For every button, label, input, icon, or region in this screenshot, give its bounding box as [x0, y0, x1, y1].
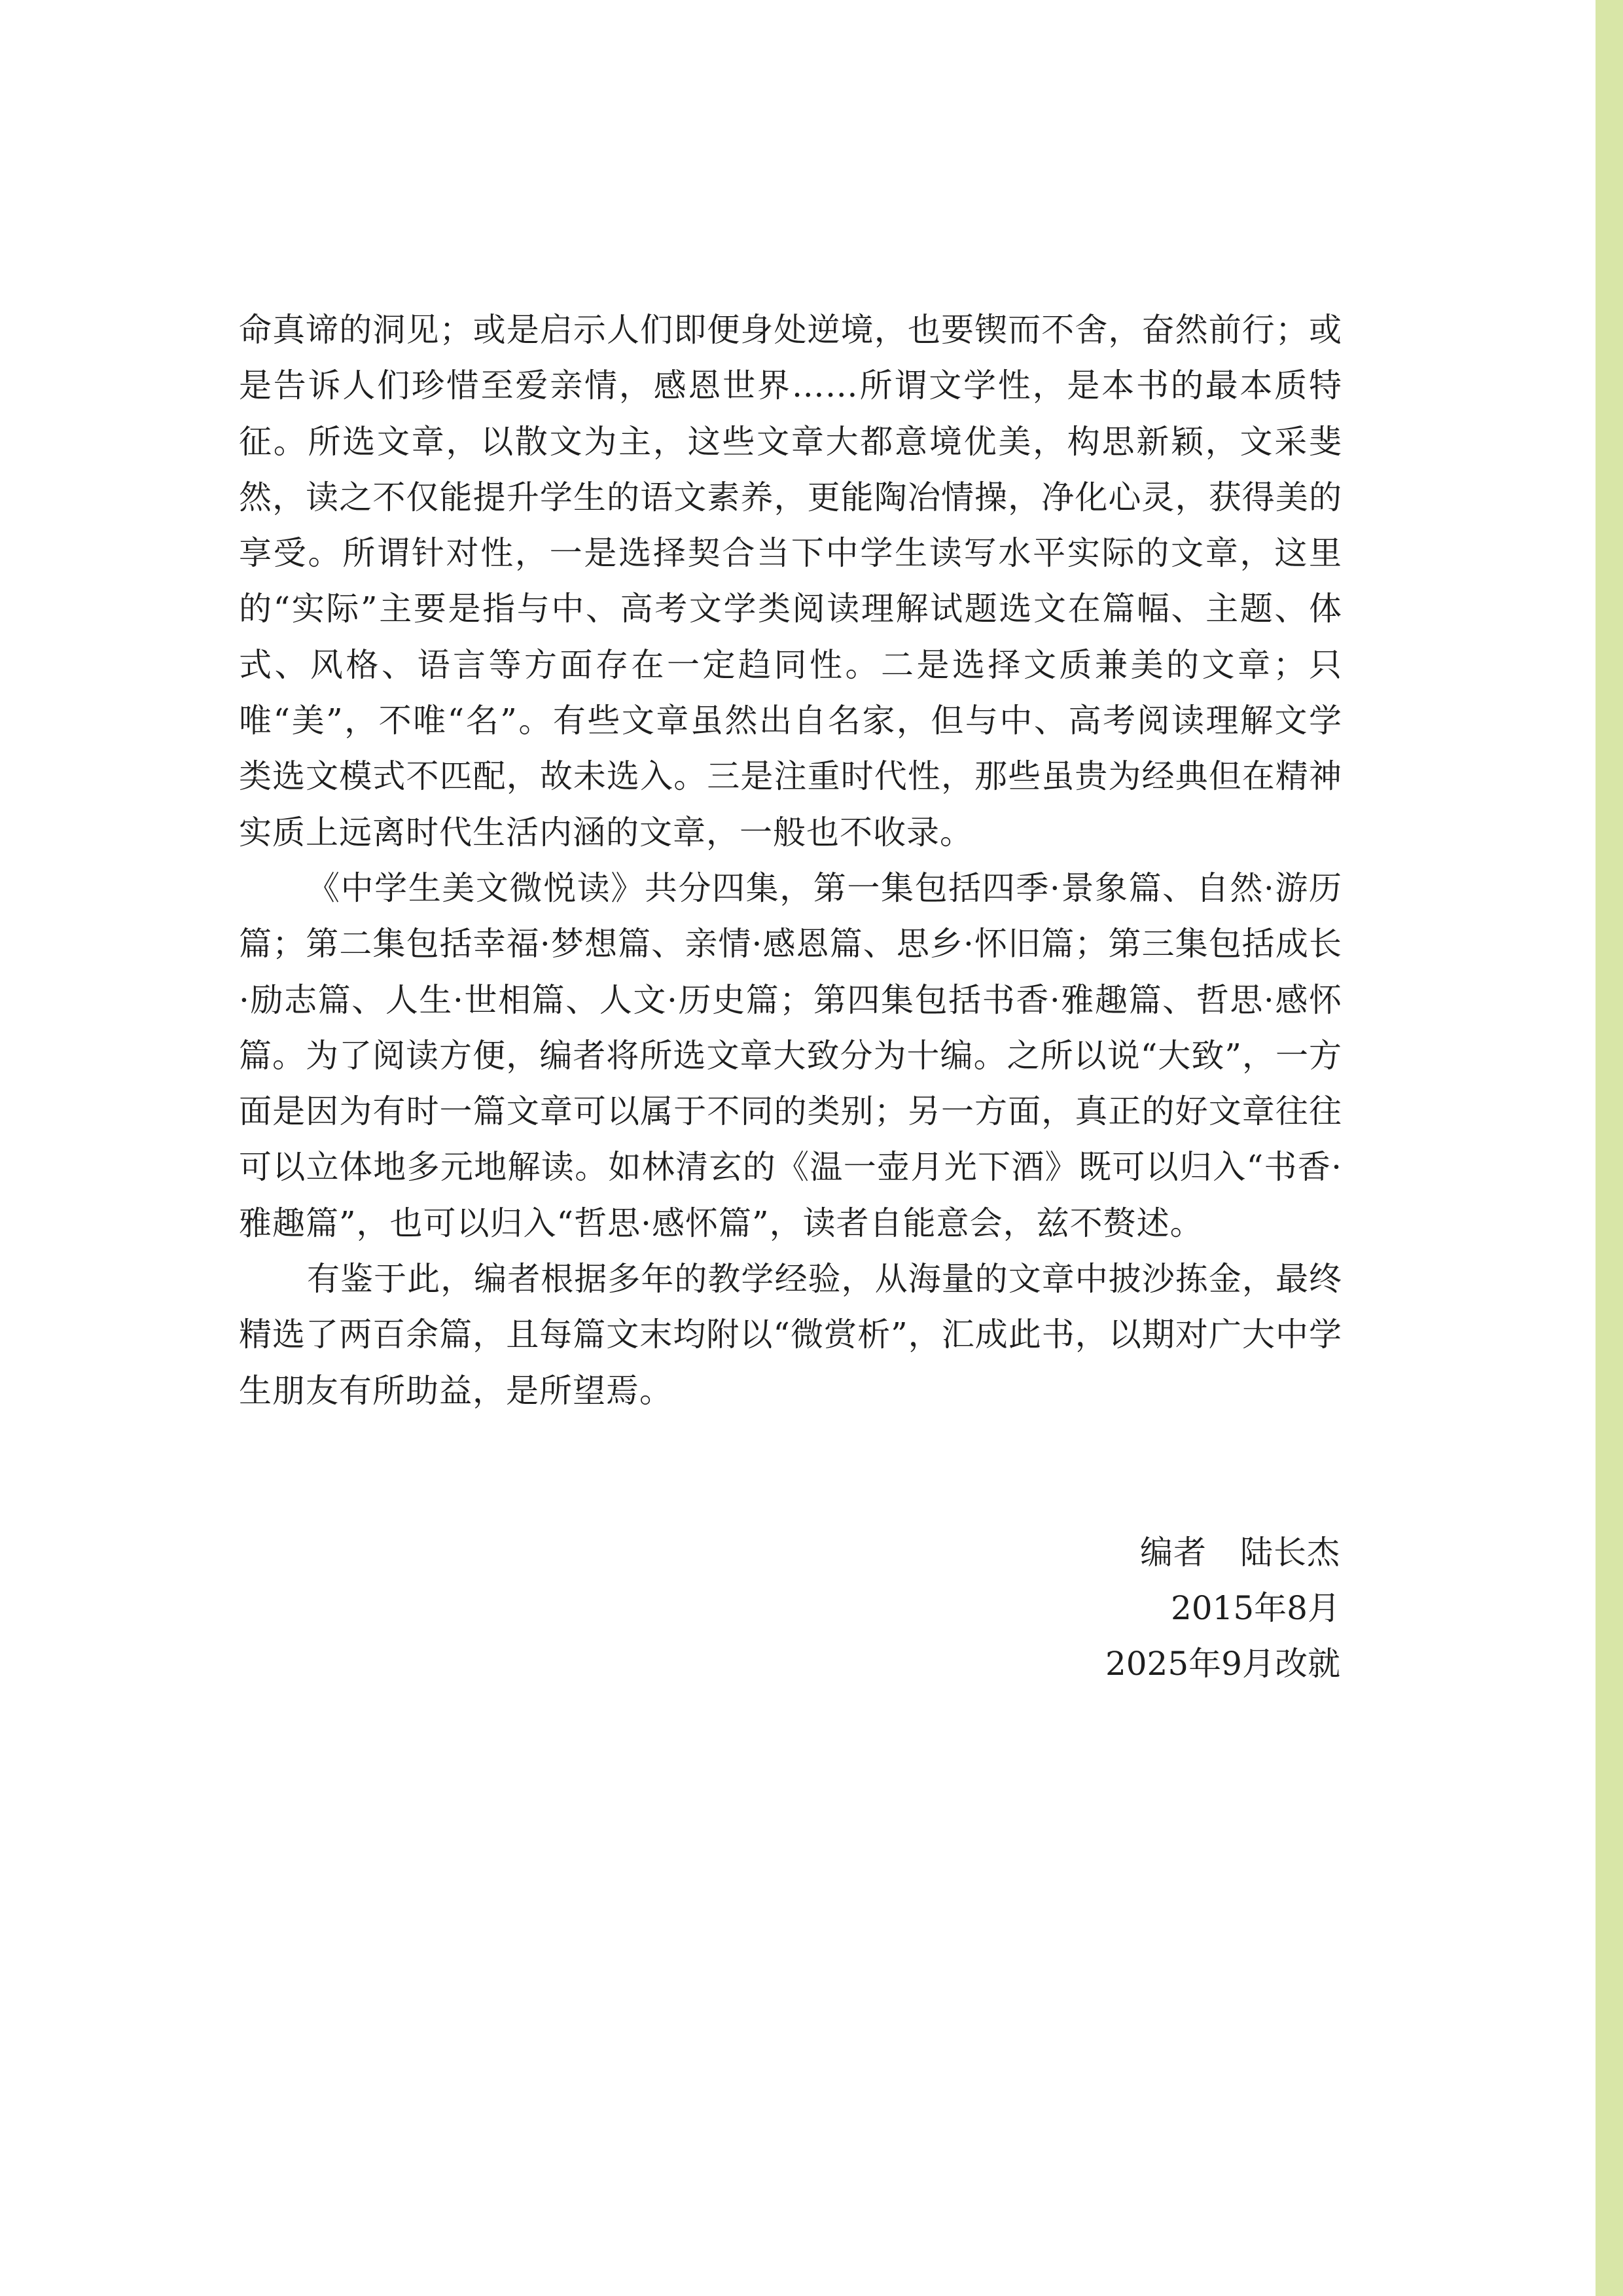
paragraph-conclusion: 有鉴于此，编者根据多年的教学经验，从海量的文章中披沙拣金，最终精选了两百余篇，且每篇文末均附以“微赏析”，汇成此书，以期对广大中学生朋友有所助益，是所望焉。 — [239, 1260, 1342, 1410]
side-color-band — [1596, 0, 1623, 2296]
paragraph-continued: 命真谛的洞见；或是启示人们即便身处逆境，也要锲而不舍，奋然前行；或是告诉人们珍惜至爱亲情，感恩世界……所谓文学性，是本书的最本质特征。所选文章，以散文为主，这些文章大都意境优美，构思新颖，文采斐然，读之不仅能提升学生的语文素养，更能陶冶情操，净化心灵，获得美的享受。所谓针对性，一是选择契合当下中学生读写水平实际的文章，这里的“实际”主要是指与中、高考文学类阅读理解试题选文在篇幅、主题、体式、风格、语言等方面存在一定趋同性。二是选择文质兼美的文章；只唯“美”，不唯“名”。有些文章虽然出自名家，但与中、高考阅读理解文学类选文模式不匹配，故未选入。三是注重时代性，那些虽贵为经典但在精神实质上远离时代生活内涵的文章，一般也不收录。 — [239, 311, 1342, 852]
preface-body — [239, 302, 1342, 1419]
paragraph-series-overview: 《中学生美文微悦读》共分四集，第一集包括四季·景象篇、自然·游历篇；第二集包括幸福·梦想篇、亲情·感恩篇、思乡·怀旧篇；第三集包括成长·励志篇、人生·世相篇、人文·历史篇；第四集包括书香·雅趣篇、哲思·感怀篇。为了阅读方便，编者将所选文章大致分为十编。之所以说“大致”，一方面是因为有时一篇文章可以属于不同的类别；另一方面，真正的好文章往往可以立体地多元地解读。如林清玄的《温一壶月光下酒》既可以归入“书香·雅趣篇”，也可以归入“哲思·感怀篇”，读者自能意会，兹不赘述。 — [239, 869, 1342, 1242]
signature-date: 2015年8月 — [1170, 1589, 1340, 1627]
signature-revised-date: 2025年9月改就 — [1105, 1645, 1340, 1683]
signature-author: 编者 陆长杰 — [1140, 1534, 1340, 1571]
signature-block — [1105, 1525, 1340, 1692]
